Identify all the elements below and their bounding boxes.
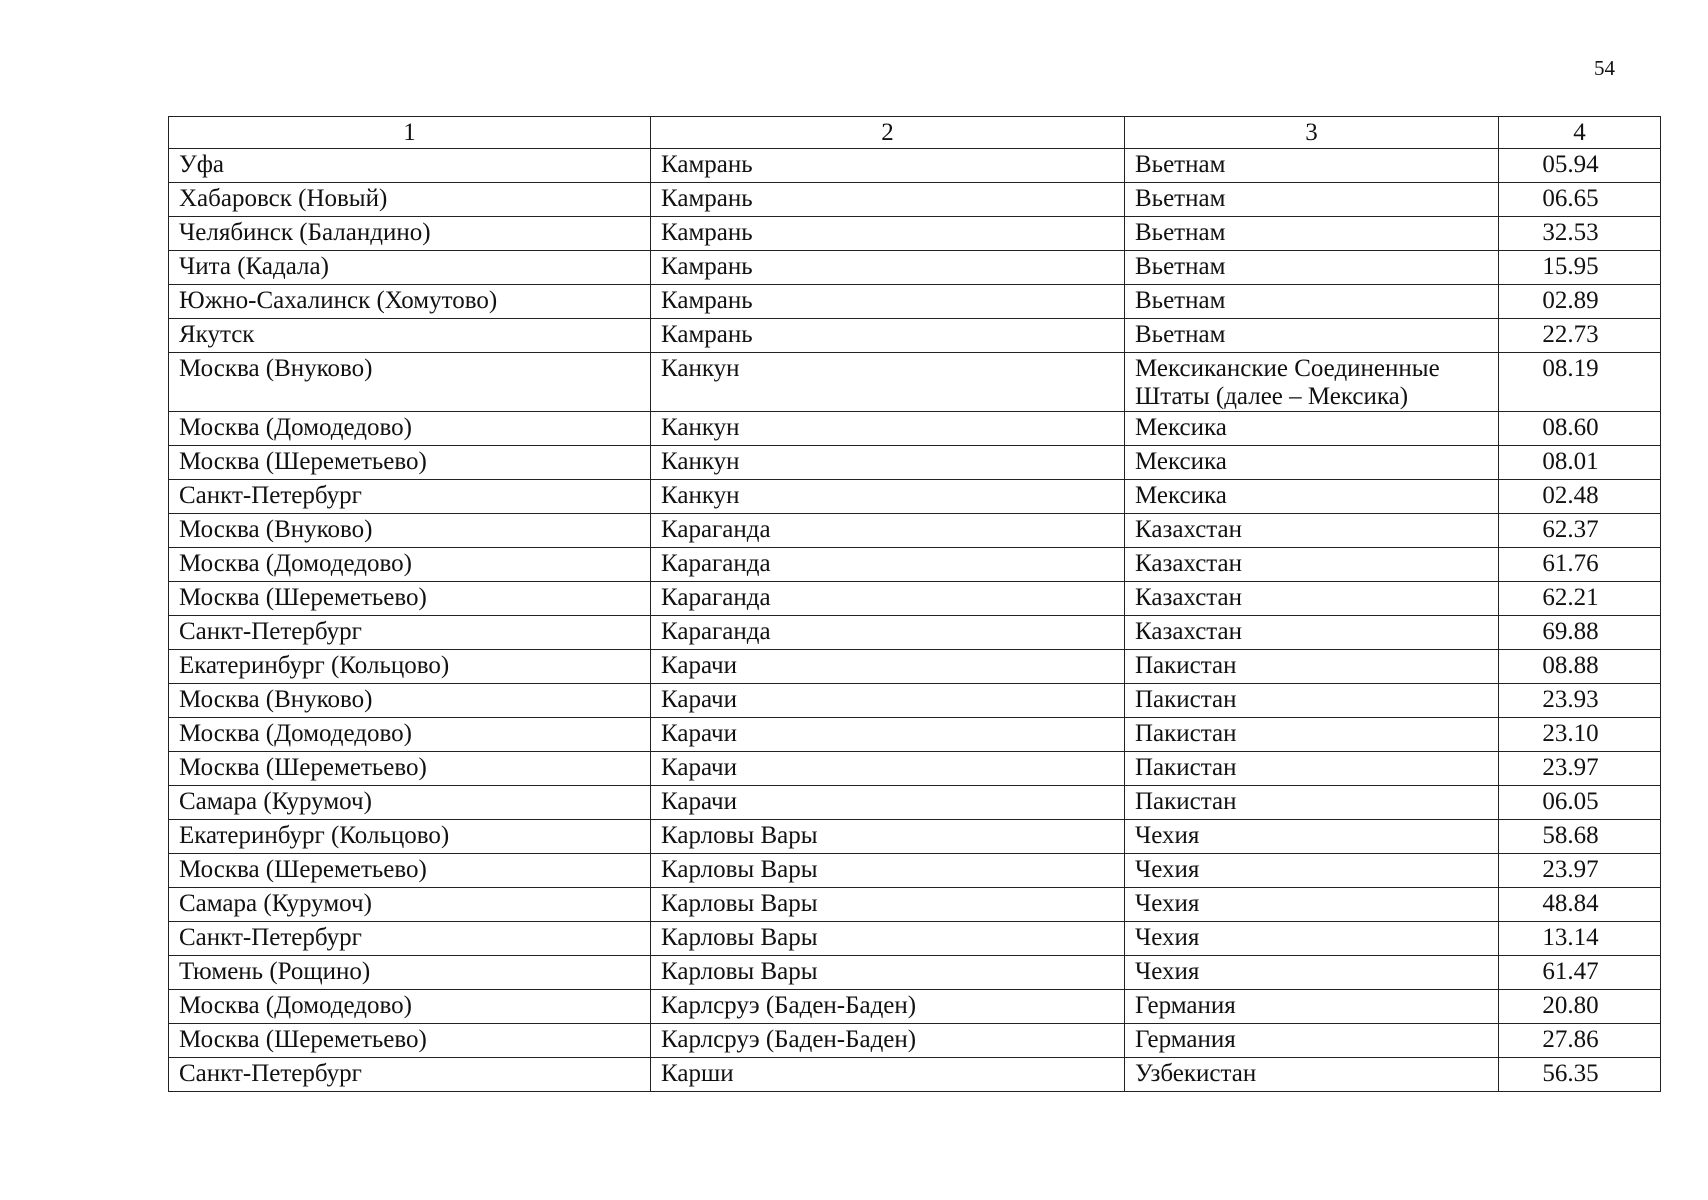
- value-cell: 22.73: [1499, 319, 1661, 353]
- destination-city-cell: Караганда: [651, 616, 1125, 650]
- table-row: [169, 183, 1661, 217]
- destination-city-cell: Карачи: [651, 718, 1125, 752]
- destination-city-cell: Карачи: [651, 650, 1125, 684]
- country-cell: Германия: [1125, 1024, 1499, 1058]
- country-cell: Вьетнам: [1125, 149, 1499, 183]
- departure-airport-cell: Самара (Курумоч): [169, 786, 651, 820]
- destination-city-cell: Канкун: [651, 480, 1125, 514]
- departure-airport-cell: Москва (Внуково): [169, 684, 651, 718]
- destination-city-cell: Карловы Вары: [651, 888, 1125, 922]
- departure-airport-cell: Москва (Шереметьево): [169, 582, 651, 616]
- header-cell-4: 4: [1499, 117, 1661, 149]
- table-row: [169, 251, 1661, 285]
- departure-airport-cell: Москва (Внуково): [169, 353, 651, 412]
- departure-airport-cell: Самара (Курумоч): [169, 888, 651, 922]
- country-cell: Мексика: [1125, 480, 1499, 514]
- value-cell: 06.65: [1499, 183, 1661, 217]
- departure-airport-cell: Москва (Шереметьево): [169, 446, 651, 480]
- country-cell: Чехия: [1125, 956, 1499, 990]
- departure-airport-cell: Уфа: [169, 149, 651, 183]
- table-row: [169, 684, 1661, 718]
- table-row: [169, 752, 1661, 786]
- country-cell: Германия: [1125, 990, 1499, 1024]
- table-row: [169, 820, 1661, 854]
- country-cell: Мексиканские Соединенные Штаты (далее – Мексика): [1125, 353, 1499, 412]
- country-cell: Узбекистан: [1125, 1058, 1499, 1092]
- destination-city-cell: Карши: [651, 1058, 1125, 1092]
- table-row: [169, 854, 1661, 888]
- departure-airport-cell: Москва (Шереметьево): [169, 752, 651, 786]
- country-cell: Вьетнам: [1125, 285, 1499, 319]
- data-table: [168, 116, 1661, 1092]
- departure-airport-cell: Санкт-Петербург: [169, 922, 651, 956]
- value-cell: 08.60: [1499, 412, 1661, 446]
- departure-airport-cell: Чита (Кадала): [169, 251, 651, 285]
- destination-city-cell: Карловы Вары: [651, 854, 1125, 888]
- destination-city-cell: Камрань: [651, 217, 1125, 251]
- table-row: [169, 990, 1661, 1024]
- destination-city-cell: Караганда: [651, 548, 1125, 582]
- table-row: [169, 319, 1661, 353]
- country-cell: Вьетнам: [1125, 251, 1499, 285]
- destination-city-cell: Карлсруэ (Баден-Баден): [651, 990, 1125, 1024]
- destination-city-cell: Карлсруэ (Баден-Баден): [651, 1024, 1125, 1058]
- destination-city-cell: Камрань: [651, 149, 1125, 183]
- value-cell: 32.53: [1499, 217, 1661, 251]
- value-cell: 58.68: [1499, 820, 1661, 854]
- header-cell-1: 1: [169, 117, 651, 149]
- country-cell: Вьетнам: [1125, 217, 1499, 251]
- value-cell: 02.89: [1499, 285, 1661, 319]
- value-cell: 08.88: [1499, 650, 1661, 684]
- table-row: [169, 353, 1661, 412]
- destination-city-cell: Камрань: [651, 319, 1125, 353]
- destination-city-cell: Караганда: [651, 514, 1125, 548]
- table-row: [169, 480, 1661, 514]
- country-cell: Чехия: [1125, 922, 1499, 956]
- country-cell: Казахстан: [1125, 514, 1499, 548]
- departure-airport-cell: Москва (Внуково): [169, 514, 651, 548]
- country-cell: Вьетнам: [1125, 319, 1499, 353]
- table-row: [169, 548, 1661, 582]
- value-cell: 61.76: [1499, 548, 1661, 582]
- header-cell-2: 2: [651, 117, 1125, 149]
- table-row: [169, 786, 1661, 820]
- country-cell: Мексика: [1125, 412, 1499, 446]
- departure-airport-cell: Якутск: [169, 319, 651, 353]
- table-row: [169, 922, 1661, 956]
- value-cell: 05.94: [1499, 149, 1661, 183]
- table-row: [169, 285, 1661, 319]
- country-cell: Пакистан: [1125, 752, 1499, 786]
- departure-airport-cell: Тюмень (Рощино): [169, 956, 651, 990]
- country-cell: Казахстан: [1125, 582, 1499, 616]
- value-cell: 15.95: [1499, 251, 1661, 285]
- departure-airport-cell: Москва (Домодедово): [169, 990, 651, 1024]
- table-row: [169, 1024, 1661, 1058]
- destination-city-cell: Канкун: [651, 412, 1125, 446]
- table-row: [169, 650, 1661, 684]
- departure-airport-cell: Москва (Домодедово): [169, 412, 651, 446]
- value-cell: 62.21: [1499, 582, 1661, 616]
- header-cell-3: 3: [1125, 117, 1499, 149]
- destination-city-cell: Карловы Вары: [651, 956, 1125, 990]
- table-header: [169, 117, 1661, 149]
- destination-city-cell: Карловы Вары: [651, 820, 1125, 854]
- country-cell: Пакистан: [1125, 684, 1499, 718]
- value-cell: 08.01: [1499, 446, 1661, 480]
- departure-airport-cell: Санкт-Петербург: [169, 1058, 651, 1092]
- departure-airport-cell: Санкт-Петербург: [169, 480, 651, 514]
- destination-city-cell: Карачи: [651, 786, 1125, 820]
- country-cell: Мексика: [1125, 446, 1499, 480]
- departure-airport-cell: Южно-Сахалинск (Хомутово): [169, 285, 651, 319]
- table-row: [169, 956, 1661, 990]
- departure-airport-cell: Екатеринбург (Кольцово): [169, 820, 651, 854]
- destination-city-cell: Канкун: [651, 446, 1125, 480]
- departure-airport-cell: Москва (Домодедово): [169, 718, 651, 752]
- value-cell: 02.48: [1499, 480, 1661, 514]
- table-row: [169, 1058, 1661, 1092]
- country-cell: Вьетнам: [1125, 183, 1499, 217]
- departure-airport-cell: Челябинск (Баландино): [169, 217, 651, 251]
- value-cell: 62.37: [1499, 514, 1661, 548]
- departure-airport-cell: Москва (Шереметьево): [169, 1024, 651, 1058]
- destination-city-cell: Караганда: [651, 582, 1125, 616]
- country-cell: Казахстан: [1125, 548, 1499, 582]
- header-row: [169, 117, 1661, 149]
- departure-airport-cell: Москва (Шереметьево): [169, 854, 651, 888]
- destination-city-cell: Карачи: [651, 684, 1125, 718]
- value-cell: 69.88: [1499, 616, 1661, 650]
- table-row: [169, 888, 1661, 922]
- country-cell: Чехия: [1125, 888, 1499, 922]
- table-row: [169, 412, 1661, 446]
- destination-city-cell: Канкун: [651, 353, 1125, 412]
- country-cell: Пакистан: [1125, 718, 1499, 752]
- table-row: [169, 514, 1661, 548]
- country-cell: Пакистан: [1125, 786, 1499, 820]
- page-number: 54: [1594, 56, 1615, 80]
- value-cell: 13.14: [1499, 922, 1661, 956]
- value-cell: 48.84: [1499, 888, 1661, 922]
- departure-airport-cell: Екатеринбург (Кольцово): [169, 650, 651, 684]
- destination-city-cell: Камрань: [651, 251, 1125, 285]
- table-row: [169, 616, 1661, 650]
- table-row: [169, 582, 1661, 616]
- value-cell: 23.93: [1499, 684, 1661, 718]
- table-body: [169, 149, 1661, 1092]
- value-cell: 23.97: [1499, 854, 1661, 888]
- table-row: [169, 217, 1661, 251]
- departure-airport-cell: Хабаровск (Новый): [169, 183, 651, 217]
- value-cell: 61.47: [1499, 956, 1661, 990]
- value-cell: 08.19: [1499, 353, 1661, 412]
- departure-airport-cell: Москва (Домодедово): [169, 548, 651, 582]
- table-row: [169, 446, 1661, 480]
- value-cell: 56.35: [1499, 1058, 1661, 1092]
- country-cell: Пакистан: [1125, 650, 1499, 684]
- value-cell: 23.10: [1499, 718, 1661, 752]
- value-cell: 06.05: [1499, 786, 1661, 820]
- country-cell: Казахстан: [1125, 616, 1499, 650]
- value-cell: 27.86: [1499, 1024, 1661, 1058]
- table-row: [169, 149, 1661, 183]
- destination-city-cell: Карачи: [651, 752, 1125, 786]
- country-cell: Чехия: [1125, 854, 1499, 888]
- value-cell: 20.80: [1499, 990, 1661, 1024]
- table-row: [169, 718, 1661, 752]
- departure-airport-cell: Санкт-Петербург: [169, 616, 651, 650]
- value-cell: 23.97: [1499, 752, 1661, 786]
- destination-city-cell: Карловы Вары: [651, 922, 1125, 956]
- destination-city-cell: Камрань: [651, 285, 1125, 319]
- destination-city-cell: Камрань: [651, 183, 1125, 217]
- country-cell: Чехия: [1125, 820, 1499, 854]
